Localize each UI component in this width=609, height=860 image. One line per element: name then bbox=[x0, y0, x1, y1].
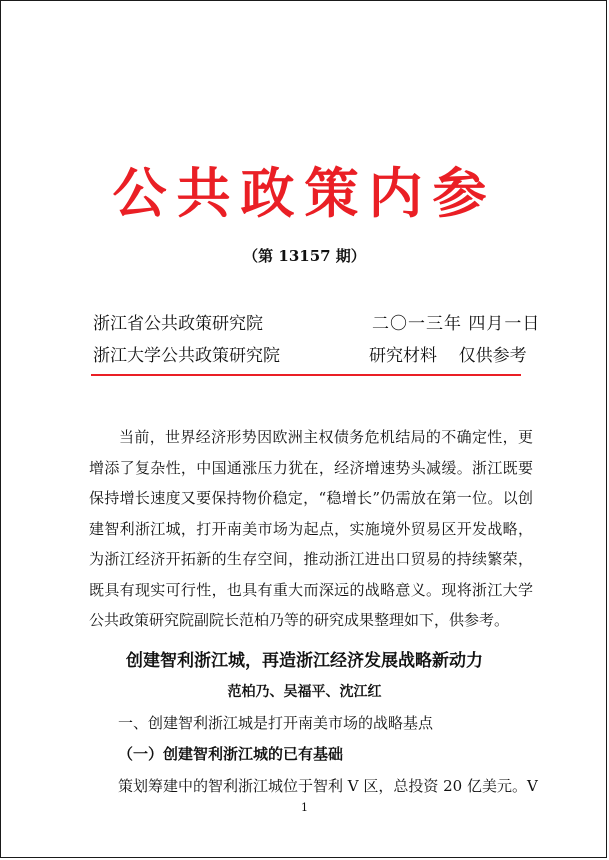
body-paragraph: 策划筹建中的智利浙江城位于智利 V 区，总投资 20 亿美元。V bbox=[118, 777, 538, 795]
intro-line: 既具有现实可行性，也具有重大而深远的战略意义。现将浙江大学 bbox=[89, 580, 533, 599]
intro-line: 当前，世界经济形势因欧洲主权债务危机结局的不确定性，更 bbox=[119, 428, 533, 446]
issuing-org-1: 浙江省公共政策研究院 bbox=[93, 314, 263, 334]
document-title: 公共政策内参 bbox=[112, 161, 497, 225]
intro-line: 为浙江经济开拓新的生存空间，推动浙江进出口贸易的持续繁荣， bbox=[89, 550, 533, 568]
section-heading: 一、创建智利浙江城是打开南美市场的战略基点 bbox=[118, 714, 434, 732]
issuing-org-2: 浙江大学公共政策研究院 bbox=[93, 346, 280, 366]
intro-line: 公共政策研究院副院长范柏乃等的研究成果整理如下，供参考。 bbox=[89, 611, 510, 629]
article-title: 创建智利浙江城，再造浙江经济发展战略新动力 bbox=[126, 651, 483, 671]
issue-number: （第 13157 期） bbox=[243, 247, 366, 265]
red-divider bbox=[91, 374, 521, 376]
intro-line: 保持增长速度又要保持物价稳定，“稳增长”仍需放在第一位。以创 bbox=[89, 489, 533, 507]
issue-date: 二〇一三年 四月一日 bbox=[372, 314, 541, 334]
intro-line: 建智利浙江城，打开南美市场为起点，实施境外贸易区开发战略， bbox=[89, 519, 533, 538]
article-authors: 范柏乃、吴福平、沈江红 bbox=[227, 684, 382, 700]
material-note: 研究材料 仅供参考 bbox=[369, 346, 527, 366]
subsection-heading: （一）创建智利浙江城的已有基础 bbox=[118, 745, 344, 763]
intro-paragraph bbox=[89, 422, 533, 636]
intro-line: 增添了复杂性，中国通涨压力犹在，经济增速势头减缓。浙江既要 bbox=[89, 458, 533, 477]
page-number: 1 bbox=[301, 801, 308, 814]
